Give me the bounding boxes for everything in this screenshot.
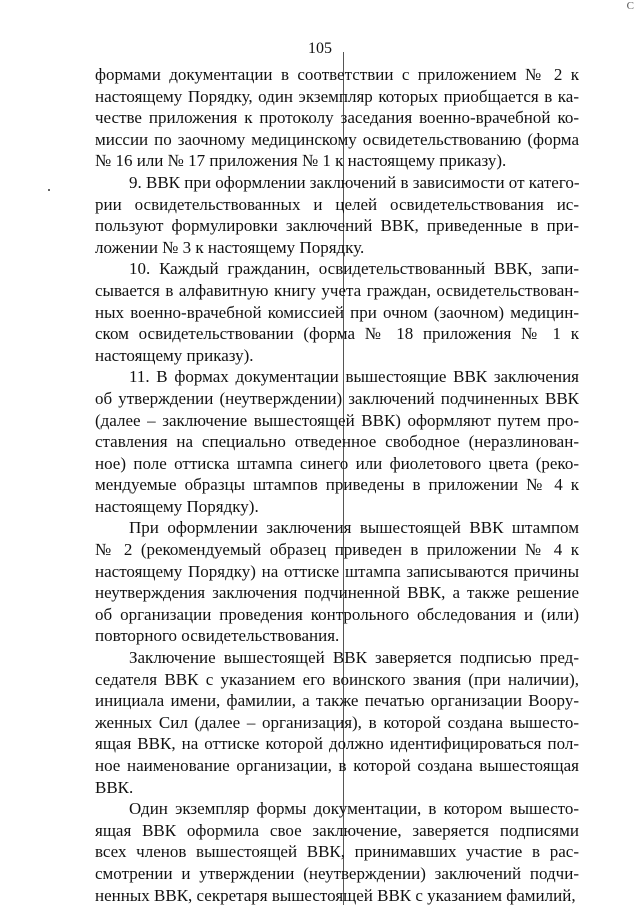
paragraph bbox=[95, 366, 579, 517]
paragraph bbox=[95, 172, 579, 258]
text-line: Один экземпляр формы документации, в котором вышесто- bbox=[129, 799, 579, 819]
text-line: ящая ВВК, на оттиске которой должно идентифицироваться пол- bbox=[95, 734, 579, 754]
text-line: неутверждения заключения подчиненной ВВК, а также решение bbox=[95, 583, 579, 603]
text-line: № 16 или № 17 приложения № 1 к настоящему приказу). bbox=[95, 151, 507, 171]
text-line: миссии по заочному медицинскому освидетельствованию (форма bbox=[95, 129, 579, 149]
text-line: ском освидетельствовании (форма № 18 приложения № 1 к bbox=[95, 324, 579, 344]
text-line: всех членов вышестоящей ВВК, принимавших участие в рас- bbox=[95, 842, 579, 862]
text-line: об утверждении (неутверждении) заключений подчиненных ВВК bbox=[95, 388, 579, 408]
text-line: сывается в алфавитную книгу учета граждан, освидетельствован- bbox=[95, 280, 579, 300]
text-line: ных военно-врачебной комиссией при очном (заочном) медицин- bbox=[95, 302, 579, 322]
corner-mark: С bbox=[626, 0, 634, 12]
text-line: честве приложения к протоколу заседания военно-врачебной ко- bbox=[95, 108, 579, 128]
text-line: мендуемые образцы штампов приведены в приложении № 4 к bbox=[95, 475, 579, 495]
paragraph bbox=[95, 64, 579, 172]
paragraph bbox=[95, 258, 579, 366]
text-line: (далее – заключение вышестоящей ВВК) оформляют путем про- bbox=[95, 410, 579, 430]
text-line: инициала имени, фамилии, а также печатью организации Воору- bbox=[95, 691, 579, 711]
text-line: № 2 (рекомендуемый образец приведен в приложении № 4 к bbox=[95, 540, 579, 560]
text-line: повторного освидетельствования. bbox=[95, 626, 340, 646]
text-line: ное наименование организации, в которой создана вышестоящая bbox=[95, 756, 579, 775]
text-line: настоящему Порядку). bbox=[95, 496, 259, 516]
text-line: Заключение вышестоящей ВВК заверяется подписью пред- bbox=[129, 648, 579, 668]
text-line: ное) поле оттиска штампа синего или фиолетового цвета (реко- bbox=[95, 453, 579, 473]
text-line: настоящему Порядку) на оттиске штампа записываются причины bbox=[95, 561, 579, 581]
text-line: об организации проведения контрольного обследования и (или) bbox=[95, 604, 579, 624]
text-line: 9. ВВК при оформлении заключений в зависимости от катего- bbox=[129, 172, 580, 192]
text-line: формами документации в соответствии с приложением № 2 к bbox=[95, 65, 579, 84]
document-body bbox=[95, 64, 579, 906]
text-line: ставления на специально отведенное свободное (неразлинован- bbox=[95, 432, 579, 452]
text-line: ложении № 3 к настоящему Порядку. bbox=[95, 237, 365, 257]
page-number: 105 bbox=[308, 40, 332, 57]
text-line: 10. Каждый гражданин, освидетельствованный ВВК, запи- bbox=[129, 259, 579, 279]
scan-speck bbox=[48, 189, 50, 191]
text-line: При оформлении заключения вышестоящей ВВК штампом bbox=[129, 518, 579, 538]
text-line: женных Сил (далее – организация), в которой создана вышесто- bbox=[95, 712, 579, 732]
paragraph bbox=[95, 517, 579, 647]
text-line: смотрении и утверждении (неутверждении) заключений подчи- bbox=[95, 863, 579, 883]
text-line: настоящему Порядку, один экземпляр которых приобщается в ка- bbox=[95, 86, 579, 106]
text-line: ящая ВВК оформила свое заключение, заверяется подписями bbox=[95, 820, 579, 840]
paragraph bbox=[95, 647, 579, 798]
text-line: рии освидетельствованных и целей освидетельствования ис- bbox=[95, 194, 579, 214]
text-line: ненных ВВК, секретаря вышестоящей ВВК с указанием фамилий, bbox=[95, 885, 576, 905]
paragraph bbox=[95, 798, 579, 906]
text-line: ВВК. bbox=[95, 777, 134, 797]
text-line: седателя ВВК с указанием его воинского звания (при наличии), bbox=[95, 669, 579, 689]
text-line: пользуют формулировки заключений ВВК, приведенные в при- bbox=[95, 216, 579, 236]
text-line: 11. В формах документации вышестоящие ВВК заключения bbox=[129, 367, 579, 387]
text-line: настоящему приказу). bbox=[95, 345, 254, 365]
